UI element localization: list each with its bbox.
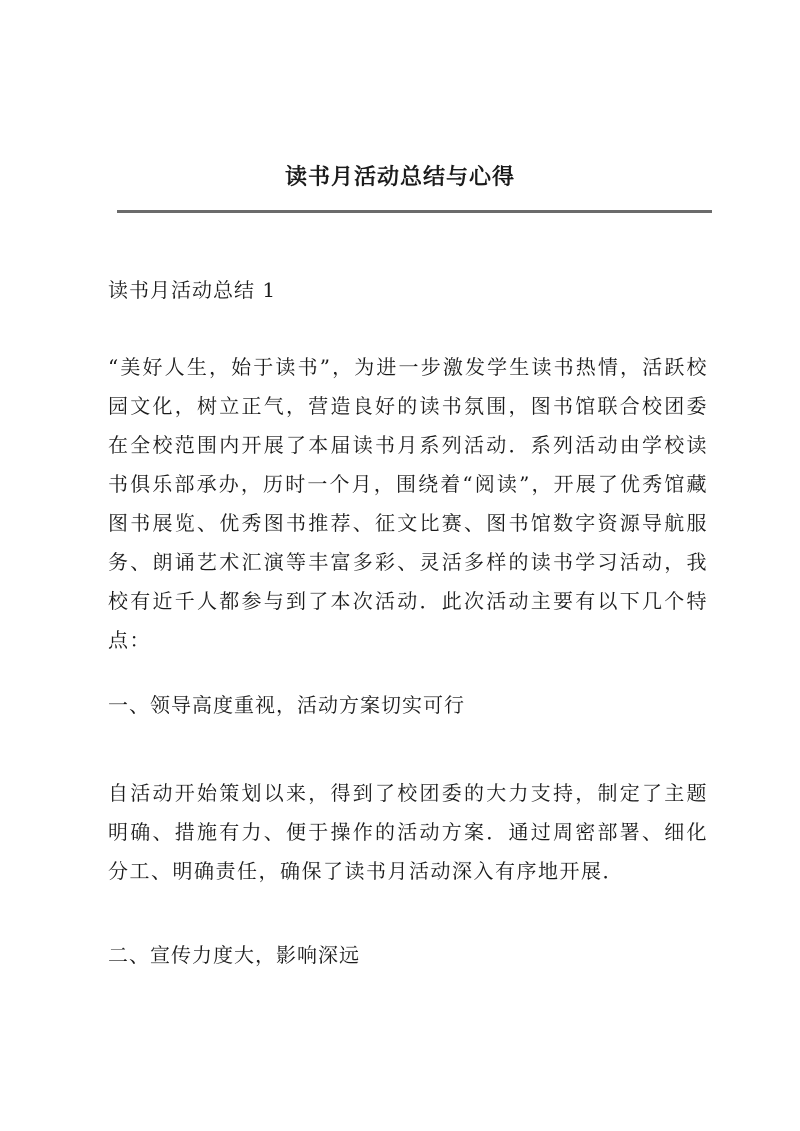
paragraph-point-1: 自活动开始策划以来，得到了校团委的大力支持，制定了主题明确、措施有力、便于操作的活动方案．通过周密部署、细化分工、明确责任，确保了读书月活动深入有序地开展． [108,781,708,883]
section-heading-point-2: 二、宣传力度大，影响深远 [108,943,360,967]
title-divider [117,210,712,213]
section-heading-summary-1: 读书月活动总结 1 [108,278,277,302]
paragraph-intro: “美好人生，始于读书”，为进一步激发学生读书热情，活跃校园文化，树立正气，营造良好的读书氛围，图书馆联合校团委在全校范围内开展了本届读书月系列活动．系列活动由学校读书俱乐部承办，历时一个月，围绕着“阅读”，开展了优秀馆藏图书展览、优秀图书推荐、征文比赛、图书馆数字资源导航服务、朗诵艺术汇演等丰富多彩、灵活多样的读书学习活动，我校有近千人都参与到了本次活动．此次活动主要有以下几个特点： [108,355,708,652]
document-title: 读书月活动总结与心得 [284,164,515,190]
section-heading-point-1: 一、领导高度重视，活动方案切实可行 [108,693,465,717]
